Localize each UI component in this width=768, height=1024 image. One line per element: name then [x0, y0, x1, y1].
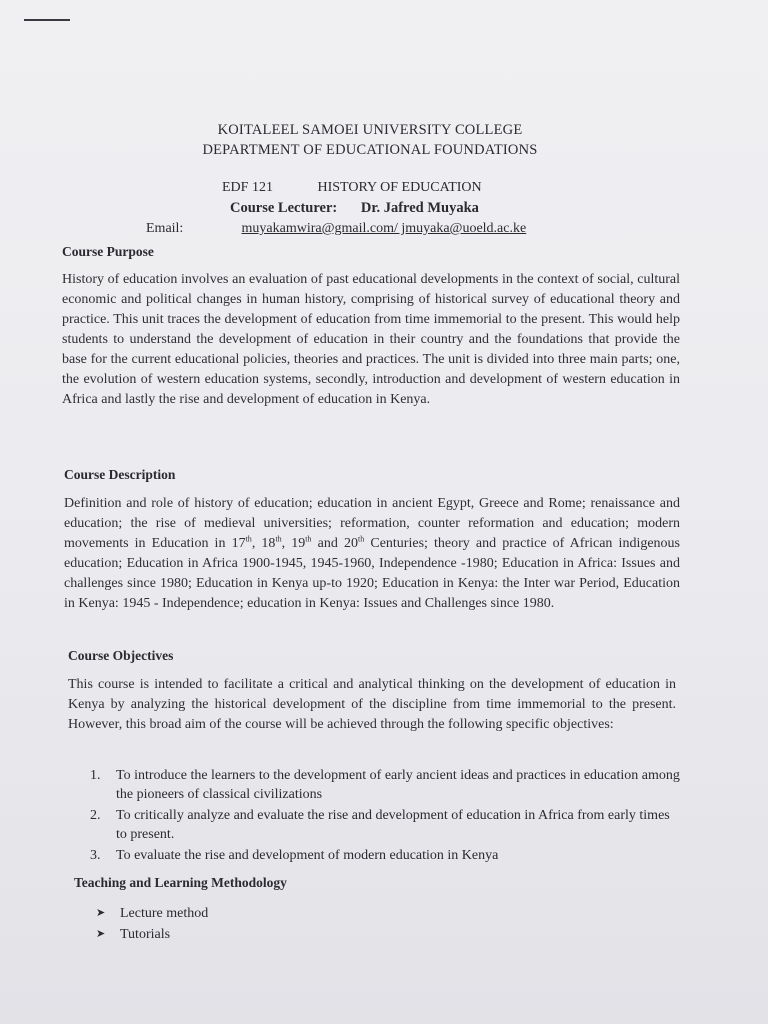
- course-purpose-text: History of education involves an evaluation of past educational developments in the context of social, cultural economic and political changes in human history, comprising of historical survey of educational theory and practice. This unit traces the development of education from time immemorial to the present. This would help students to understand the development of education in their country and the foundations that provide the base for the current educational policies, theories and practices. The unit is divided into three main parts; one, the evolution of western education systems, secondly, introduction and development of western education in Africa and lastly the rise and development of education in Kenya.: [62, 272, 680, 407]
- course-purpose-heading: Course Purpose: [62, 244, 154, 259]
- list-item-text: To introduce the learners to the development of early ancient ideas and practices in education among the pioneers of classical civilizations: [116, 768, 680, 802]
- list-number: 1.: [90, 768, 101, 783]
- course-description-heading: Course Description: [64, 467, 176, 482]
- course-code: EDF 121: [222, 180, 273, 195]
- list-item: [90, 766, 680, 804]
- document-header: [140, 120, 600, 160]
- list-item: [90, 806, 680, 844]
- methodology-list: [96, 903, 208, 945]
- list-item: [90, 846, 680, 865]
- course-objectives-intro: This course is intended to facilitate a critical and analytical thinking on the development of education in Kenya by analyzing the historical development of the discipline from time immemorial to the present. However, this broad aim of the course will be achieved through the following specific objectives:: [68, 677, 676, 732]
- objectives-list: [90, 766, 680, 867]
- email-label: Email:: [146, 221, 184, 236]
- list-item: [96, 903, 208, 924]
- email-row: [146, 221, 526, 237]
- course-lecturer: [230, 200, 479, 217]
- lecturer-name: Dr. Jafred Muyaka: [360, 200, 479, 216]
- email-link[interactable]: muyakamwira@gmail.com/ jmuyaka@uoeld.ac.ke: [241, 221, 527, 236]
- course-title: HISTORY OF EDUCATION: [317, 180, 482, 195]
- arrow-bullet-icon: ➤: [96, 907, 106, 919]
- list-number: 3.: [90, 848, 101, 863]
- list-item: [96, 924, 208, 945]
- list-number: 2.: [90, 808, 101, 823]
- course-description-text: Definition and role of history of education; education in ancient Egypt, Greece and Rome; renaissance and education; the rise of medieval universities; reformation, counter reformation and education; modern movements in Education in 17th, 18th, 19th and 20th Centuries; theory and practice of African indigenous education; Education in Africa 1900-1945, 1945-1960, Independence -1980; Education in Africa: Issues and challenges since 1980; Education in Kenya up-to 1920; Education in Kenya: the Inter war Period, Education in Kenya: 1945 - Independence; education in Kenya: Issues and Challenges since 1980.: [64, 496, 680, 611]
- lecturer-label: Course Lecturer:: [230, 200, 338, 216]
- list-item-text: Tutorials: [120, 927, 171, 942]
- methodology-heading: Teaching and Learning Methodology: [74, 875, 287, 890]
- top-rule-line: [24, 19, 70, 21]
- department-name: DEPARTMENT OF EDUCATIONAL FOUNDATIONS: [202, 142, 538, 158]
- arrow-bullet-icon: ➤: [96, 928, 106, 940]
- course-objectives-heading: Course Objectives: [68, 648, 174, 663]
- list-item-text: To critically analyze and evaluate the rise and development of education in Africa from early times to present.: [116, 808, 670, 842]
- course-code-title: [222, 180, 482, 196]
- institution-name: KOITALEEL SAMOEI UNIVERSITY COLLEGE: [217, 122, 523, 138]
- list-item-text: To evaluate the rise and development of modern education in Kenya: [116, 848, 499, 863]
- list-item-text: Lecture method: [120, 906, 209, 921]
